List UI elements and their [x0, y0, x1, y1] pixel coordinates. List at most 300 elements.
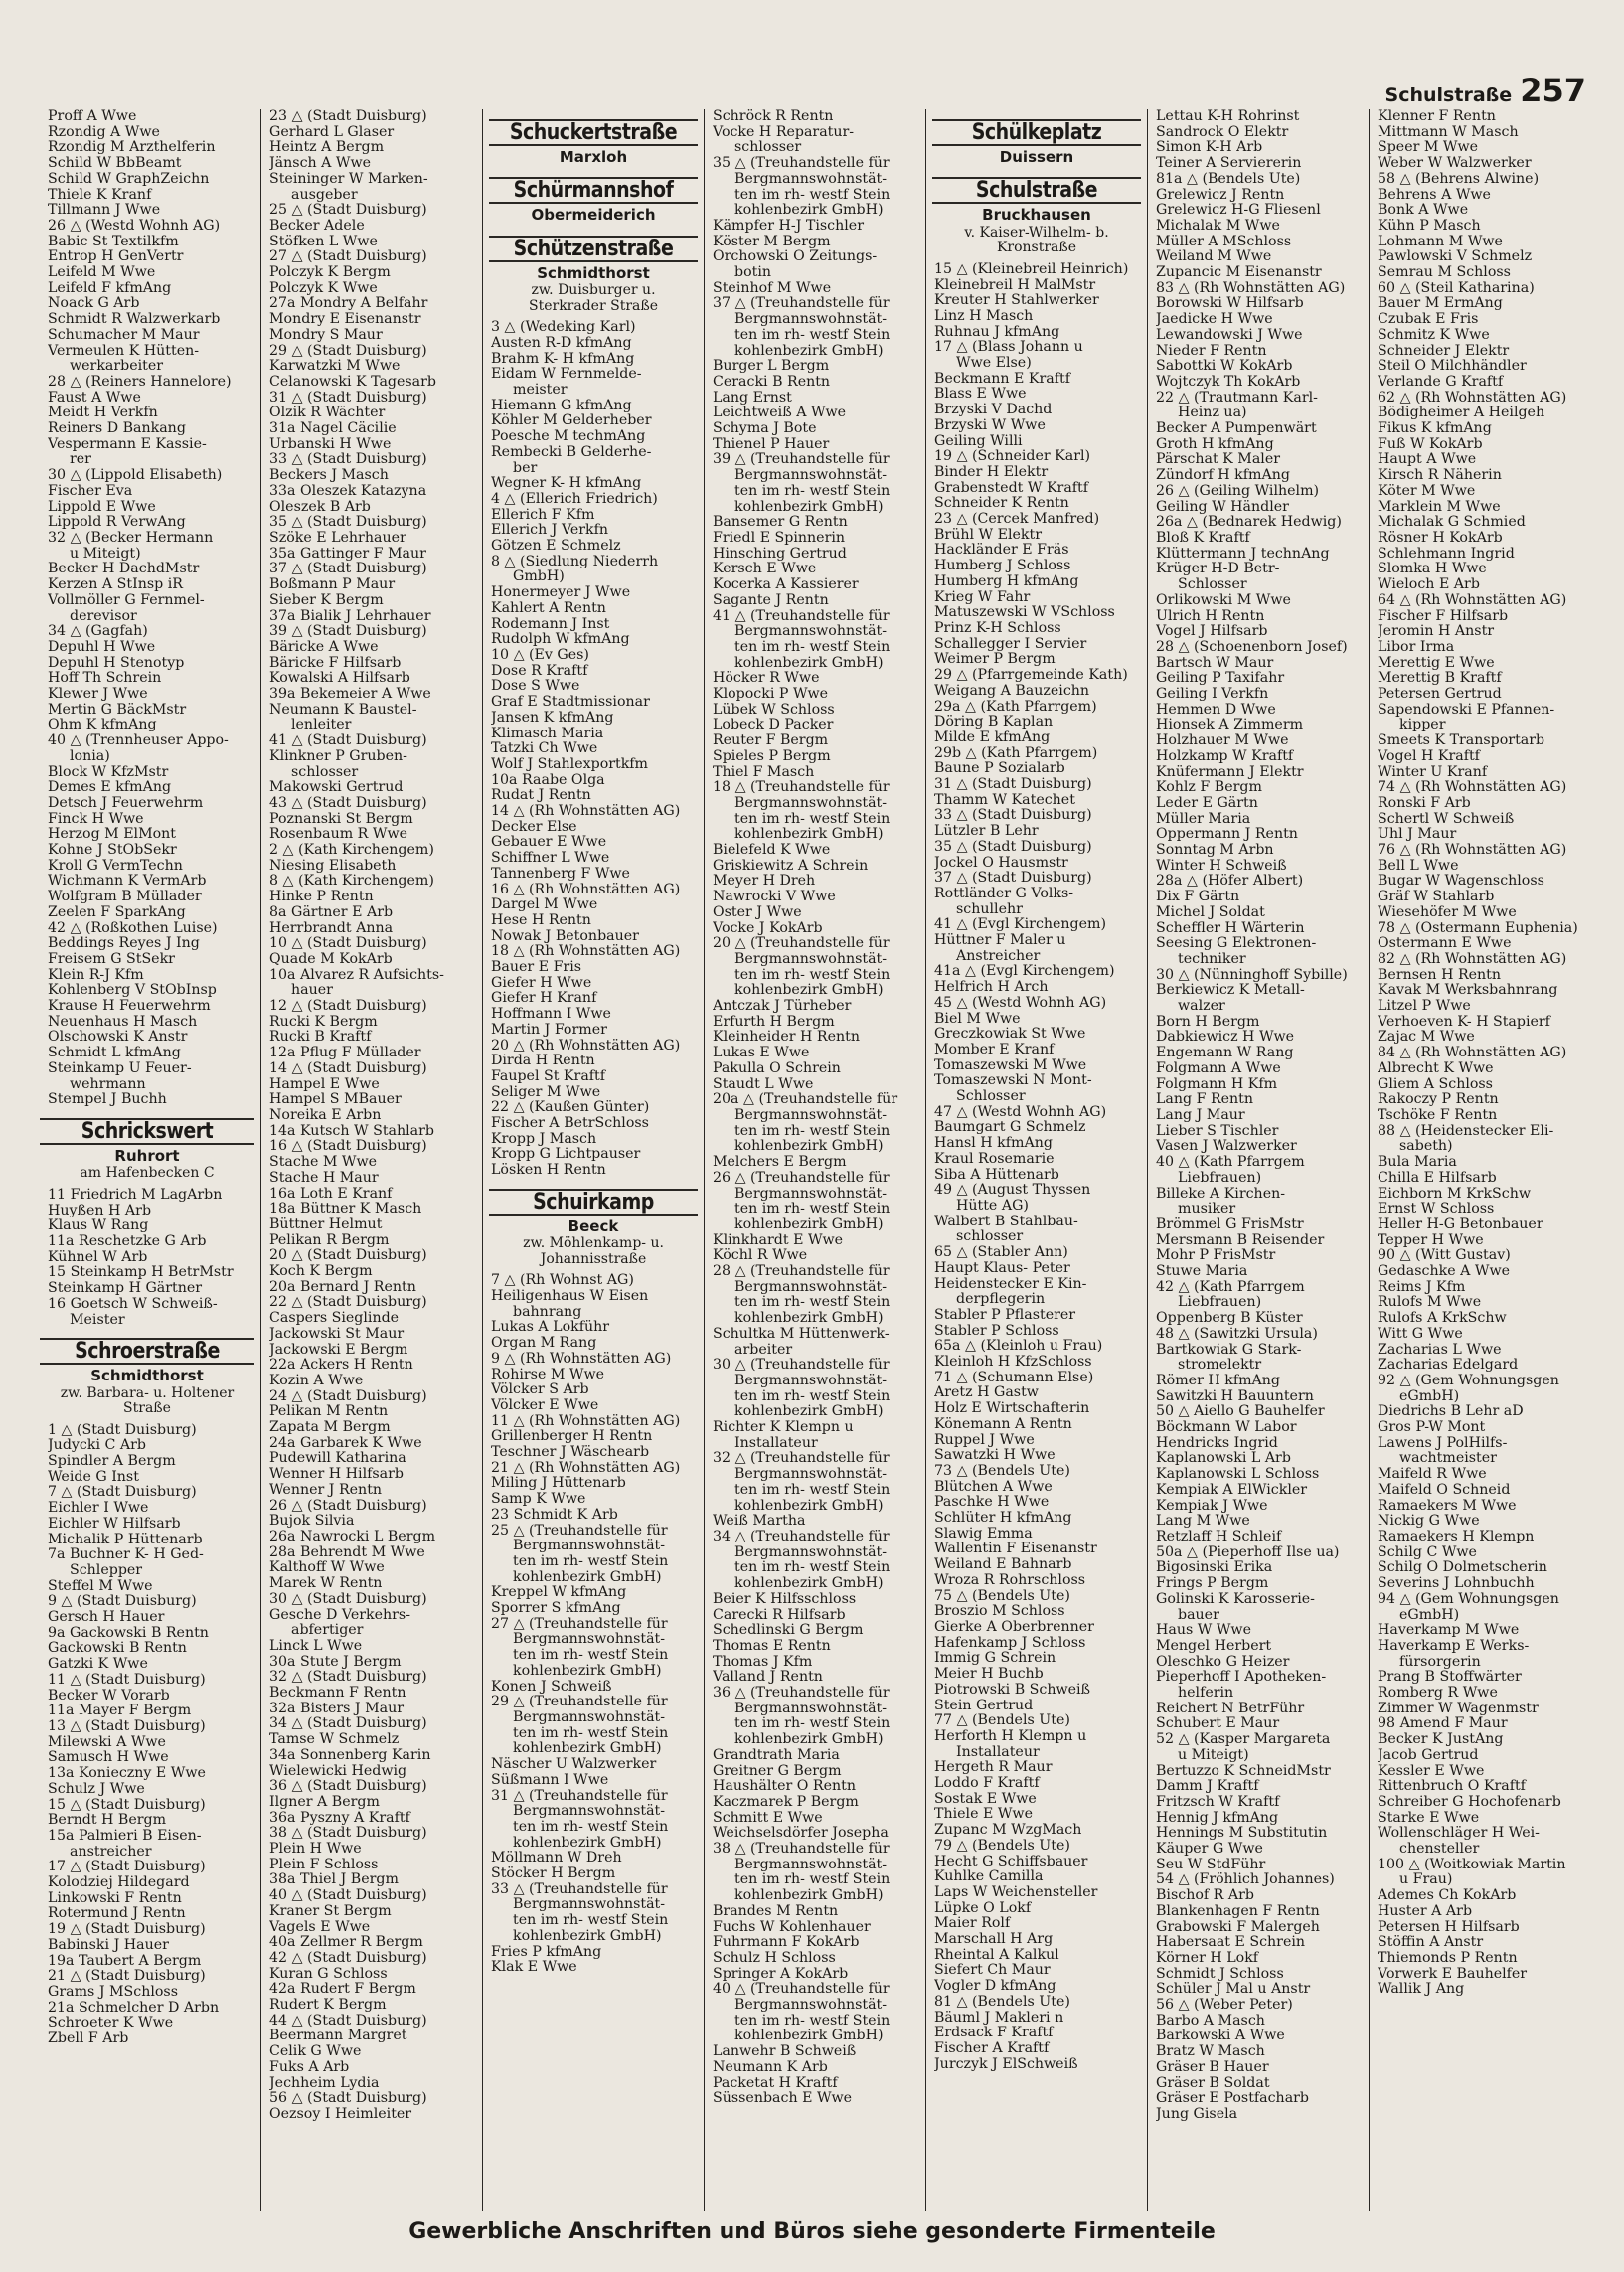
- resident-entry: Jaedicke H Wwe: [1156, 312, 1273, 328]
- entry-continuation: u Miteigt): [1178, 1747, 1249, 1763]
- resident-entry: Klopocki P Wwe: [713, 687, 829, 703]
- resident-entry: Litzel P Wwe: [1378, 999, 1471, 1015]
- resident-entry: Hese H Rentn: [491, 912, 591, 928]
- resident-entry: Detsch J Feuerwehrm: [48, 795, 204, 811]
- resident-entry: 7a Buchner K- H Ged-: [48, 1547, 204, 1563]
- entry-continuation: derpflegerin: [956, 1292, 1046, 1308]
- resident-entry: Fries P kfmAng: [491, 1944, 602, 1960]
- resident-entry: Pelikan M Rentn: [269, 1404, 389, 1420]
- resident-entry: 40a Zellmer R Bergm: [269, 1935, 423, 1951]
- resident-entry: Klein R-J Kfm: [48, 967, 144, 983]
- resident-entry: Behrens A Wwe: [1378, 187, 1491, 203]
- resident-entry: Bertuzzo K SchneidMstr: [1156, 1763, 1331, 1779]
- resident-entry: 1 △ (Stadt Duisburg): [48, 1422, 197, 1438]
- resident-entry: Brömmel G FrisMstr: [1156, 1217, 1304, 1232]
- resident-entry: Thiele K Kranf: [48, 187, 152, 203]
- resident-entry: 32 △ (Treuhandstelle für: [713, 1451, 890, 1467]
- resident-entry: Quade M KokArb: [269, 951, 393, 967]
- resident-entry: Jacob Gertrud: [1378, 1747, 1479, 1763]
- resident-entry: Rakoczy P Rentn: [1378, 1092, 1499, 1108]
- resident-entry: Schulz H Schloss: [713, 1950, 836, 1966]
- resident-entry: 56 △ (Stadt Duisburg): [269, 2091, 427, 2107]
- street-extent: v. Kaiser-Wilhelm- b.: [964, 224, 1109, 241]
- resident-entry: 21 △ (Rh Wohnstätten AG): [491, 1460, 681, 1476]
- resident-entry: Hoffmann I Wwe: [491, 1007, 611, 1023]
- resident-entry: Vogel J Hilfsarb: [1156, 624, 1268, 640]
- resident-entry: Süßmann I Wwe: [491, 1772, 609, 1788]
- entry-continuation: ten im rh- westf Stein: [513, 1553, 669, 1569]
- resident-entry: Hampel E Wwe: [269, 1076, 380, 1092]
- resident-entry: Melchers E Bergm: [713, 1155, 847, 1171]
- resident-entry: 39 △ (Stadt Duisburg): [269, 624, 427, 640]
- resident-entry: Jackowski E Bergm: [269, 1342, 408, 1358]
- resident-entry: Vorwerk E Bauhelfer: [1378, 1966, 1528, 1982]
- resident-entry: Kavak M Werksbahnrang: [1378, 983, 1558, 999]
- resident-entry: Zbell F Arb: [48, 2031, 129, 2047]
- entry-continuation: Liebfrauen): [1178, 1170, 1262, 1186]
- header-street: Schulstraße: [1384, 84, 1513, 106]
- resident-entry: Boßmann P Maur: [269, 577, 396, 593]
- entry-continuation: walzer: [1178, 999, 1225, 1015]
- resident-entry: 36 △ (Treuhandstelle für: [713, 1686, 890, 1702]
- entry-continuation: Installateur: [734, 1435, 818, 1451]
- resident-entry: Rzondig M Arzthelferin: [48, 140, 216, 156]
- resident-entry: Hergeth R Maur: [934, 1760, 1053, 1776]
- resident-entry: Proff A Wwe: [48, 109, 137, 124]
- resident-entry: 28a Behrendt M Wwe: [269, 1544, 425, 1560]
- resident-entry: Jockel O Hausmstr: [934, 855, 1068, 871]
- resident-entry: Hafenkamp J Schloss: [934, 1635, 1086, 1651]
- resident-entry: 49 △ (August Thyssen: [934, 1183, 1091, 1199]
- resident-entry: Vespermann E Kassie-: [48, 436, 207, 452]
- resident-entry: 26 △ (Westd Wohnh AG): [48, 218, 221, 234]
- resident-entry: Zacharias Edelgard: [1378, 1358, 1519, 1374]
- entry-continuation: botin: [734, 265, 771, 281]
- resident-entry: Witt G Wwe: [1378, 1326, 1463, 1342]
- resident-entry: 73 △ (Bendels Ute): [934, 1463, 1070, 1479]
- resident-entry: Steininger W Marken-: [269, 171, 428, 187]
- resident-entry: Rudert K Bergm: [269, 1998, 387, 2014]
- resident-entry: 81a △ (Bendels Ute): [1156, 171, 1301, 187]
- resident-entry: 52 △ (Kasper Margareta: [1156, 1732, 1331, 1748]
- resident-entry: 19 △ (Schneider Karl): [934, 449, 1091, 465]
- resident-entry: Zeelen F SparkAng: [48, 904, 186, 920]
- resident-entry: Grelewicz J Rentn: [1156, 187, 1285, 203]
- resident-entry: Ronski F Arb: [1378, 795, 1471, 811]
- resident-entry: 65a △ (Kleinloh u Frau): [934, 1339, 1103, 1355]
- resident-entry: Schmitz K Wwe: [1378, 327, 1490, 343]
- resident-entry: 37a Bialik J Lehrhauer: [269, 608, 431, 624]
- resident-entry: Kleinebreil H MalMstr: [934, 277, 1096, 293]
- resident-entry: 40 △ (Trennheuser Appo-: [48, 733, 229, 749]
- resident-entry: Eichborn M KrkSchw: [1378, 1186, 1531, 1202]
- resident-entry: 43 △ (Stadt Duisburg): [269, 795, 427, 811]
- resident-entry: 54 △ (Fröhlich Johannes): [1156, 1872, 1335, 1888]
- resident-entry: Wallentin F Eisenanstr: [934, 1542, 1097, 1557]
- resident-entry: 24 △ (Stadt Duisburg): [269, 1388, 427, 1404]
- resident-entry: Kleinheider H Rentn: [713, 1030, 860, 1046]
- resident-entry: Prinz K-H Schloss: [934, 620, 1061, 636]
- resident-entry: 11 △ (Rh Wohnstätten AG): [491, 1413, 681, 1429]
- entry-continuation: lonia): [70, 748, 110, 764]
- resident-entry: Schubert E Maur: [1156, 1716, 1280, 1732]
- resident-entry: Seu W StdFühr: [1156, 1857, 1266, 1872]
- entry-continuation: ten im rh- westf Stein: [734, 1388, 891, 1404]
- resident-entry: 15 △ (Kleinebreil Heinrich): [934, 261, 1129, 277]
- street-extent: am Hafenbecken C: [80, 1165, 215, 1182]
- entry-continuation: kipper: [1399, 718, 1446, 733]
- entry-continuation: ten im rh- westf Stein: [513, 1819, 669, 1835]
- resident-entry: Pudewill Katharina: [269, 1451, 406, 1467]
- street-name: Schroerstraße: [75, 1338, 220, 1364]
- resident-entry: Jechheim Lydia: [269, 2075, 380, 2091]
- resident-entry: Rodemann J Inst: [491, 616, 610, 632]
- resident-entry: Haupt Klaus- Peter: [934, 1260, 1070, 1276]
- resident-entry: Hennings M Substitutin: [1156, 1826, 1328, 1842]
- resident-entry: 32 △ (Stadt Duisburg): [269, 1670, 427, 1686]
- resident-entry: Linz H Masch: [934, 308, 1034, 324]
- resident-entry: 28a △ (Höfer Albert): [1156, 874, 1304, 890]
- resident-entry: Grandtrath Maria: [713, 1747, 840, 1763]
- resident-entry: Chilla E Hilfsarb: [1378, 1170, 1497, 1186]
- resident-entry: Sawatzki H Wwe: [934, 1448, 1056, 1464]
- resident-entry: Sapendowski E Pfannen-: [1378, 702, 1555, 718]
- resident-entry: Vocke J KokArb: [713, 920, 823, 936]
- entry-continuation: Bergmannswohnstät-: [734, 312, 888, 328]
- resident-entry: Jeromin H Anstr: [1378, 624, 1495, 640]
- resident-entry: Staudt L Wwe: [713, 1076, 814, 1092]
- resident-entry: Stache H Maur: [269, 1170, 379, 1186]
- resident-entry: Bischof R Arb: [1156, 1888, 1254, 1904]
- resident-entry: Hiemann G kfmAng: [491, 398, 632, 413]
- resident-entry: 65 △ (Stabler Ann): [934, 1245, 1068, 1261]
- resident-entry: Jänsch A Wwe: [269, 156, 372, 172]
- resident-entry: 37 △ (Stadt Duisburg): [934, 871, 1092, 887]
- resident-entry: Born H Bergm: [1156, 1014, 1260, 1030]
- resident-entry: Sonntag M Arbn: [1156, 843, 1274, 859]
- resident-entry: Baumgart G Schmelz: [934, 1120, 1086, 1136]
- resident-entry: Marschall H Arg: [934, 1932, 1054, 1948]
- entry-continuation: ten im rh- westf Stein: [734, 967, 891, 983]
- street-extent: Straße: [123, 1400, 171, 1417]
- resident-entry: Gierke A Oberbrenner: [934, 1619, 1094, 1635]
- resident-entry: Lüpke O Lokf: [934, 1900, 1032, 1916]
- resident-entry: Meidt H Verkfn: [48, 406, 158, 421]
- resident-entry: Lawens J PolHilfs-: [1378, 1435, 1508, 1451]
- entry-continuation: ten im rh- westf Stein: [734, 187, 891, 203]
- resident-entry: Grabowski F Malergeh: [1156, 1919, 1320, 1935]
- resident-entry: Fuchs W Kohlenhauer: [713, 1919, 871, 1935]
- column-3: [482, 109, 704, 2211]
- resident-entry: 26a △ (Bednarek Hedwig): [1156, 515, 1342, 531]
- resident-entry: Teschner J Wäschearb: [491, 1445, 650, 1461]
- resident-entry: 28 △ (Treuhandstelle für: [713, 1264, 890, 1280]
- resident-entry: Tamse W Schmelz: [269, 1732, 400, 1748]
- resident-entry: 40 △ (Stadt Duisburg): [269, 1888, 427, 1904]
- resident-entry: Schlehmann Ingrid: [1378, 546, 1515, 562]
- entry-continuation: kohlenbezirk GmbH): [734, 827, 884, 843]
- resident-entry: 30 △ (Stadt Duisburg): [269, 1591, 427, 1607]
- resident-entry: Steil O Milchhändler: [1378, 359, 1527, 375]
- resident-entry: Hionsek A Zimmerm: [1156, 718, 1304, 733]
- entry-continuation: kohlenbezirk GmbH): [734, 1576, 884, 1592]
- resident-entry: Meyer H Dreh: [713, 874, 816, 890]
- resident-entry: 31a Nagel Cäcilie: [269, 421, 397, 437]
- district-name: Ruhrort: [114, 1146, 180, 1165]
- resident-entry: 10a Alvarez R Aufsichts-: [269, 967, 444, 983]
- resident-entry: Babinski J Hauer: [48, 1937, 169, 1953]
- resident-entry: 34a Sonnenberg Karin: [269, 1747, 431, 1763]
- resident-entry: Linkowski F Rentn: [48, 1890, 182, 1906]
- resident-entry: 74 △ (Rh Wohnstätten AG): [1378, 780, 1567, 796]
- resident-entry: Broszio M Schloss: [934, 1604, 1065, 1620]
- resident-entry: 17 △ (Stadt Duisburg): [48, 1860, 206, 1875]
- resident-entry: Bielefeld K Wwe: [713, 843, 831, 859]
- resident-entry: Dargel M Wwe: [491, 897, 598, 913]
- resident-entry: 34 △ (Stadt Duisburg): [269, 1716, 427, 1732]
- resident-entry: Zapata M Bergm: [269, 1420, 391, 1436]
- resident-entry: Schultka M Hüttenwerk-: [713, 1326, 890, 1342]
- resident-entry: Bula Maria: [1378, 1155, 1457, 1171]
- resident-entry: 90 △ (Witt Gustav): [1378, 1248, 1511, 1264]
- resident-entry: 30 △ (Lippold Elisabeth): [48, 468, 223, 484]
- entry-continuation: u Miteigt): [70, 546, 141, 562]
- street-name: Schützenstraße: [513, 236, 674, 261]
- resident-entry: 81 △ (Bendels Ute): [934, 1994, 1070, 2010]
- resident-entry: Semrau M Schloss: [1378, 265, 1511, 281]
- resident-entry: Weide G Inst: [48, 1469, 139, 1485]
- resident-entry: Kersch E Wwe: [713, 562, 817, 577]
- resident-entry: 39a Bekemeier A Wwe: [269, 687, 431, 703]
- resident-entry: Süssenbach E Wwe: [713, 2091, 853, 2107]
- resident-entry: Leichtweiß A Wwe: [713, 406, 847, 421]
- resident-entry: 33 △ (Stadt Duisburg): [269, 452, 427, 468]
- resident-entry: Pakulla O Schrein: [713, 1060, 841, 1076]
- entry-continuation: ten im rh- westf Stein: [734, 1560, 891, 1576]
- resident-entry: Stache M Wwe: [269, 1155, 378, 1171]
- resident-entry: Heiligenhaus W Eisen: [491, 1289, 649, 1304]
- resident-entry: Hackländer E Fräs: [934, 543, 1069, 559]
- resident-entry: Rudat J Rentn: [491, 788, 591, 804]
- resident-entry: Smeets K Transportarb: [1378, 733, 1545, 749]
- resident-entry: Polczyk K Wwe: [269, 280, 378, 296]
- resident-entry: Bauer M ErmAng: [1378, 296, 1503, 312]
- resident-entry: 78 △ (Ostermann Euphenia): [1378, 920, 1578, 936]
- resident-entry: Oleschko G Heizer: [1156, 1654, 1290, 1670]
- entry-continuation: bahnrang: [513, 1304, 582, 1320]
- entry-continuation: schlosser: [291, 764, 359, 780]
- resident-entry: Leifeld M Wwe: [48, 265, 156, 281]
- resident-entry: Kropp G Lichtpauser: [491, 1147, 641, 1163]
- resident-entry: Ceracki B Rentn: [713, 374, 831, 390]
- entry-continuation: ten im rh- westf Stein: [734, 1202, 891, 1217]
- resident-entry: Rulofs M Wwe: [1378, 1295, 1482, 1311]
- resident-entry: Sporrer S kfmAng: [491, 1601, 621, 1617]
- resident-entry: 24a Garbarek K Wwe: [269, 1435, 422, 1451]
- resident-entry: Milde E kfmAng: [934, 730, 1051, 745]
- resident-entry: Bansemer G Rentn: [713, 515, 848, 531]
- resident-entry: Jansen K kfmAng: [491, 710, 614, 726]
- resident-entry: Haverkamp E Werks-: [1378, 1638, 1530, 1654]
- resident-entry: Hendricks Ingrid: [1156, 1435, 1278, 1451]
- resident-entry: Hecht G Schiffsbauer: [934, 1854, 1088, 1869]
- resident-entry: Orchowski O Zeitungs-: [713, 249, 878, 265]
- entry-continuation: Meister: [70, 1312, 125, 1328]
- resident-entry: Wielewicki Hedwig: [269, 1763, 407, 1779]
- resident-entry: Ruppel J Wwe: [934, 1432, 1035, 1448]
- entry-continuation: Bergmannswohnstät-: [513, 1709, 666, 1725]
- resident-entry: Müller A MSchloss: [1156, 234, 1292, 249]
- resident-entry: Faupel St Kraftf: [491, 1068, 605, 1084]
- resident-entry: Humberg H kfmAng: [934, 573, 1079, 589]
- entry-continuation: Installateur: [956, 1744, 1040, 1760]
- resident-entry: Walbert B Stahlbau-: [934, 1214, 1078, 1229]
- entry-continuation: Bergmannswohnstät-: [734, 1544, 888, 1560]
- resident-entry: Gerhard L Glaser: [269, 124, 395, 140]
- resident-entry: Ellerich J Verkfn: [491, 523, 609, 539]
- resident-entry: Lang F Rentn: [1156, 1092, 1254, 1108]
- resident-entry: Rudolph W kfmAng: [491, 632, 630, 648]
- resident-entry: Reuter F Bergm: [713, 733, 829, 749]
- resident-entry: Rosenbaum R Wwe: [269, 827, 407, 843]
- resident-entry: Schilg O Dolmetscherin: [1378, 1560, 1547, 1576]
- resident-entry: Gackowski B Rentn: [48, 1641, 187, 1657]
- entry-continuation: bauer: [1178, 1607, 1219, 1623]
- resident-entry: Kahlert A Rentn: [491, 600, 606, 616]
- entry-continuation: musiker: [1178, 1202, 1236, 1217]
- entry-continuation: kohlenbezirk GmbH): [513, 1663, 662, 1679]
- resident-entry: 31 △ (Stadt Duisburg): [269, 390, 427, 406]
- resident-entry: Tomaszewski N Mont-: [934, 1073, 1092, 1089]
- resident-entry: 21 △ (Stadt Duisburg): [48, 1969, 206, 1985]
- resident-entry: 16 Goetsch W Schweiß-: [48, 1296, 218, 1312]
- resident-entry: Heller H-G Betonbauer: [1378, 1217, 1543, 1232]
- resident-entry: Makowski Gertrud: [269, 780, 404, 796]
- resident-entry: Köhler M Gelderheber: [491, 413, 652, 429]
- resident-entry: 41 △ (Evgl Kirchengem): [934, 917, 1107, 933]
- resident-entry: Griskiewitz A Schrein: [713, 858, 869, 874]
- resident-entry: 11a Reschetzke G Arb: [48, 1234, 207, 1250]
- resident-entry: 26 △ (Geiling Wilhelm): [1156, 483, 1320, 499]
- resident-entry: Friedl E Spinnerin: [713, 530, 846, 546]
- resident-entry: 71 △ (Schumann Else): [934, 1370, 1094, 1385]
- resident-entry: 23 △ (Stadt Duisburg): [269, 109, 427, 124]
- resident-entry: Bonk A Wwe: [1378, 203, 1469, 219]
- street-name: Schuirkamp: [533, 1189, 654, 1215]
- resident-entry: Lieber S Tischler: [1156, 1123, 1279, 1139]
- resident-entry: 88 △ (Heidenstecker Eli-: [1378, 1123, 1554, 1139]
- resident-entry: Mohr P FrisMstr: [1156, 1248, 1276, 1264]
- resident-entry: Bäricke F Hilfsarb: [269, 655, 402, 671]
- resident-entry: 4 △ (Ellerich Friedrich): [491, 491, 658, 507]
- resident-entry: Nowak J Betonbauer: [491, 928, 639, 944]
- entry-continuation: ten im rh- westf Stein: [734, 1295, 891, 1311]
- resident-entry: Marklein M Wwe: [1378, 499, 1501, 515]
- resident-entry: Kohlenberg V StObInsp: [48, 983, 217, 999]
- resident-entry: Geiling P Taxifahr: [1156, 671, 1285, 687]
- entry-continuation: derevisor: [70, 608, 137, 624]
- resident-entry: Lippold E Wwe: [48, 499, 156, 515]
- resident-entry: Dose R Kraftf: [491, 663, 588, 679]
- resident-entry: Kühnel W Arb: [48, 1249, 148, 1265]
- entry-continuation: Bergmannswohnstät-: [734, 1467, 888, 1483]
- street-section: [926, 119, 1147, 167]
- resident-entry: 33 △ (Treuhandstelle für: [491, 1881, 668, 1897]
- resident-entry: 38 △ (Stadt Duisburg): [269, 1826, 427, 1842]
- resident-entry: Beckmann E Kraftf: [934, 371, 1070, 387]
- resident-entry: Becker A Pumpenwärt: [1156, 421, 1317, 437]
- resident-entry: Klinkner P Gruben-: [269, 748, 407, 764]
- resident-entry: Reichert N BetrFühr: [1156, 1701, 1305, 1716]
- resident-entry: Schmidt L kfmAng: [48, 1046, 181, 1061]
- resident-entry: Ohm K kfmAng: [48, 718, 157, 733]
- entry-continuation: wehrmann: [70, 1076, 146, 1092]
- resident-entry: 94 △ (Gem Wohnungsgen: [1378, 1591, 1559, 1607]
- entry-continuation: arbeiter: [734, 1342, 793, 1358]
- resident-entry: Linck L Wwe: [269, 1638, 363, 1654]
- entry-continuation: ten im rh- westf Stein: [513, 1913, 669, 1929]
- resident-entry: Rzondig A Wwe: [48, 124, 160, 140]
- resident-entry: 56 △ (Weber Peter): [1156, 1998, 1293, 2014]
- resident-entry: Organ M Rang: [491, 1336, 597, 1352]
- resident-entry: Fischer A BetrSchloss: [491, 1116, 649, 1132]
- resident-entry: Szöke E Lehrhauer: [269, 530, 406, 546]
- entry-continuation: Bergmannswohnstät-: [734, 1108, 888, 1123]
- resident-entry: 8 △ (Kath Kirchengem): [269, 874, 434, 890]
- resident-entry: Babic St Textilkfm: [48, 234, 179, 249]
- entry-continuation: meister: [513, 383, 568, 399]
- resident-entry: Petersen H Hilfsarb: [1378, 1919, 1520, 1935]
- resident-entry: Haupt A Wwe: [1378, 452, 1477, 468]
- resident-entry: Götzen E Schmelz: [491, 539, 621, 555]
- resident-entry: Thienel P Hauer: [713, 436, 830, 452]
- entry-continuation: fürsorgerin: [1399, 1654, 1481, 1670]
- resident-entry: Herrbrandt Anna: [269, 920, 394, 936]
- resident-entry: 82 △ (Rh Wohnstätten AG): [1378, 951, 1567, 967]
- resident-entry: Beckers J Masch: [269, 468, 389, 484]
- resident-entry: Käuper G Wwe: [1156, 1842, 1263, 1858]
- resident-entry: Oppermann J Rentn: [1156, 827, 1298, 843]
- resident-entry: Kohlz F Bergm: [1156, 780, 1262, 796]
- resident-entry: Schulz J Wwe: [48, 1781, 145, 1797]
- resident-entry: Bauer E Fris: [491, 960, 582, 976]
- resident-entry: Czubak E Fris: [1378, 312, 1479, 328]
- resident-entry: 20 △ (Stadt Duisburg): [269, 1248, 427, 1264]
- resident-entry: 83 △ (Rh Wohnstätten AG): [1156, 280, 1346, 296]
- entry-continuation: Hütte AG): [956, 1199, 1029, 1214]
- resident-entry: Habersaat E Schrein: [1156, 1935, 1306, 1951]
- resident-entry: 42 △ (Stadt Duisburg): [269, 1950, 427, 1966]
- street-name: Schülkeplatz: [971, 119, 1102, 145]
- entry-continuation: Liebfrauen): [1178, 1295, 1262, 1311]
- resident-entry: Sieber K Bergm: [269, 592, 384, 608]
- resident-entry: 60 △ (Steil Katharina): [1378, 280, 1535, 296]
- resident-entry: Kühn P Masch: [1378, 218, 1481, 234]
- entry-continuation: kohlenbezirk GmbH): [734, 1311, 884, 1327]
- entry-continuation: kohlenbezirk GmbH): [734, 2029, 884, 2044]
- resident-entry: Weiß Martha: [713, 1514, 806, 1530]
- resident-entry: Kempiak A ElWickler: [1156, 1482, 1308, 1498]
- resident-entry: Grams J MSchloss: [48, 1984, 178, 2000]
- resident-entry: Thamm W Katechet: [934, 792, 1075, 808]
- resident-entry: Schallegger I Servier: [934, 636, 1087, 652]
- resident-entry: 28 △ (Schoenenborn Josef): [1156, 639, 1348, 655]
- resident-entry: Merettig B Kraftf: [1378, 671, 1502, 687]
- resident-entry: Gräser B Hauer: [1156, 2059, 1269, 2075]
- resident-entry: Hemmen D Wwe: [1156, 702, 1276, 718]
- resident-entry: Schmidt J Schloss: [1156, 1966, 1284, 1982]
- resident-entry: Neuenhaus H Masch: [48, 1014, 198, 1030]
